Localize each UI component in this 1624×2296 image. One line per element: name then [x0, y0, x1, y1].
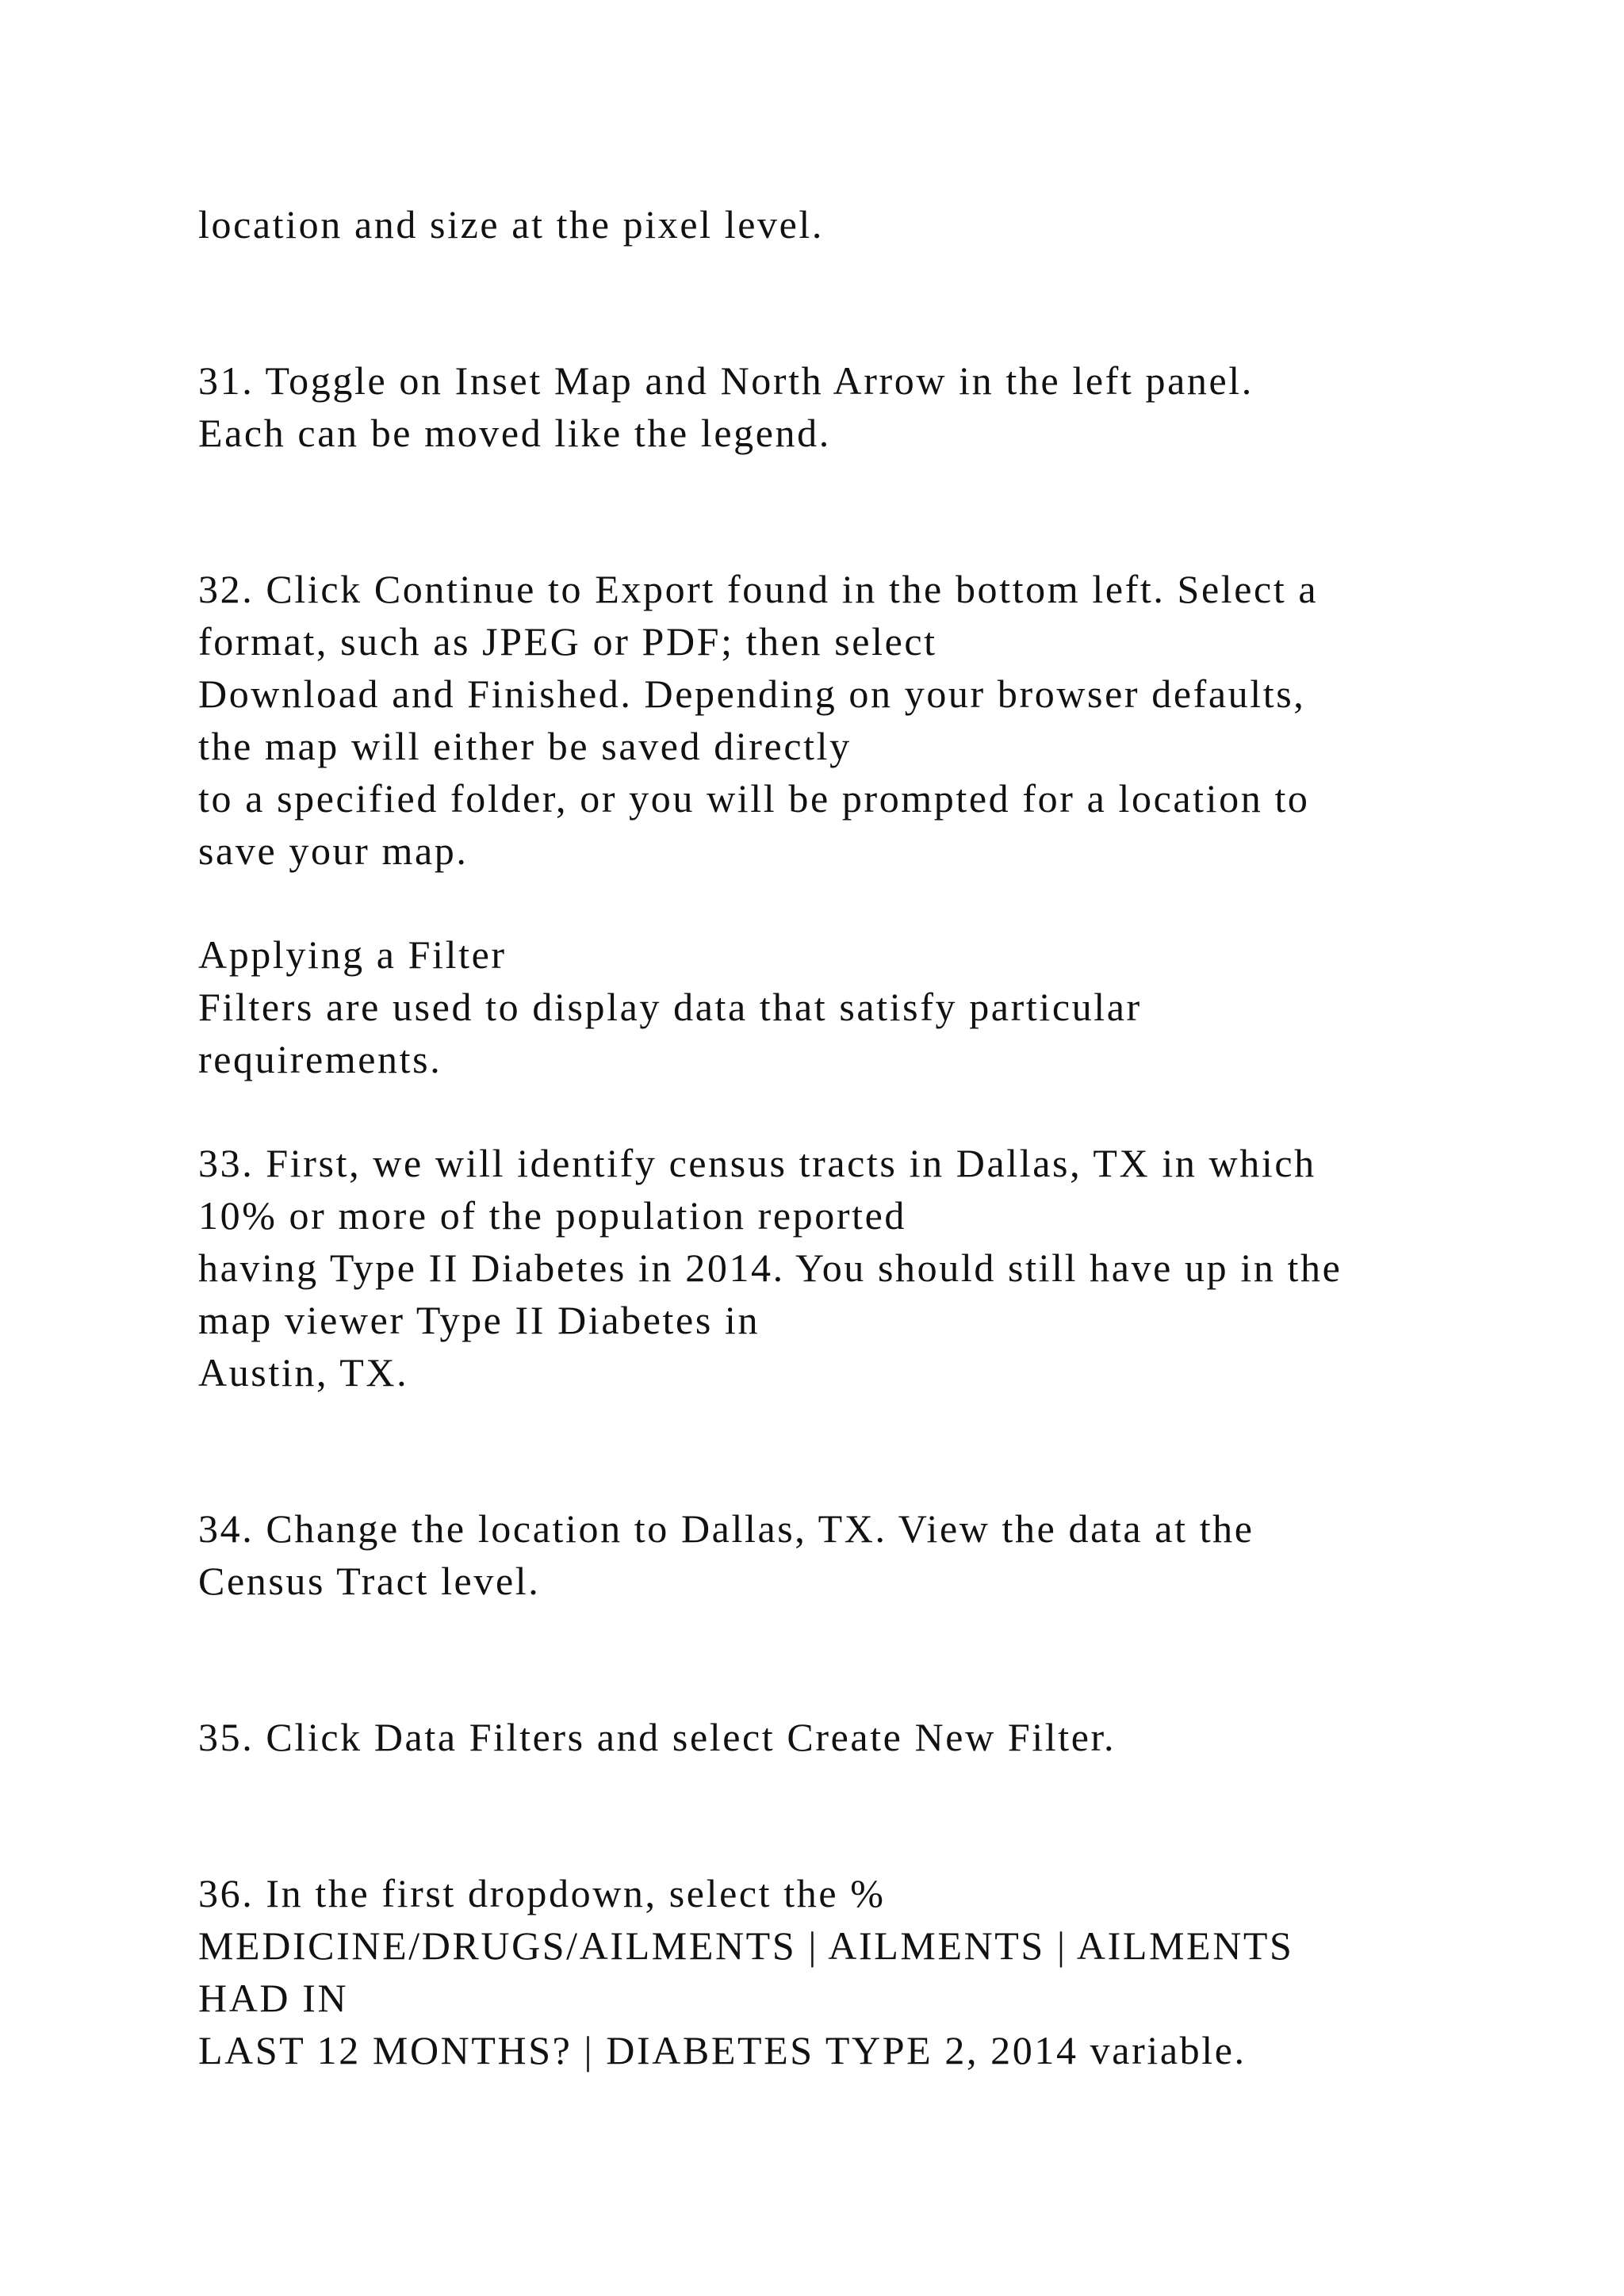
text-line: 34. Change the location to Dallas, TX. View the data at the: [198, 1506, 1254, 1551]
text-line: the map will either be saved directly: [198, 724, 852, 768]
text-line: Austin, TX.: [198, 1350, 409, 1395]
section-heading: Applying a Filter: [198, 932, 507, 977]
text-line: Each can be moved like the legend.: [198, 411, 831, 455]
text-line: Census Tract level.: [198, 1559, 541, 1603]
text-line: Filters are used to display data that satisfy particular: [198, 985, 1142, 1029]
text-line: to a specified folder, or you will be prompted for a location to: [198, 776, 1310, 821]
text-line: 10% or more of the population reported: [198, 1193, 907, 1238]
text-line: HAD IN: [198, 1976, 349, 2020]
text-line: Download and Finished. Depending on your browser defaults,: [198, 672, 1306, 716]
text-line: having Type II Diabetes in 2014. You should still have up in the: [198, 1246, 1342, 1290]
text-line: requirements.: [198, 1037, 442, 1081]
text-line: 32. Click Continue to Export found in the bottom left. Select a: [198, 567, 1319, 611]
text-line: 35. Click Data Filters and select Create New Filter.: [198, 1715, 1116, 1759]
text-line: 31. Toggle on Inset Map and North Arrow in the left panel.: [198, 358, 1254, 403]
text-line: location and size at the pixel level.: [198, 202, 824, 247]
text-line: map viewer Type II Diabetes in: [198, 1298, 760, 1342]
text-line: 33. First, we will identify census tracts in Dallas, TX in which: [198, 1141, 1316, 1185]
text-line: save your map.: [198, 828, 469, 873]
text-line: format, such as JPEG or PDF; then select: [198, 619, 937, 664]
text-line: MEDICINE/DRUGS/AILMENTS | AILMENTS | AILMENTS: [198, 1923, 1294, 1968]
text-line: LAST 12 MONTHS? | DIABETES TYPE 2, 2014 variable.: [198, 2028, 1247, 2072]
text-line: 36. In the first dropdown, select the %: [198, 1871, 886, 1915]
